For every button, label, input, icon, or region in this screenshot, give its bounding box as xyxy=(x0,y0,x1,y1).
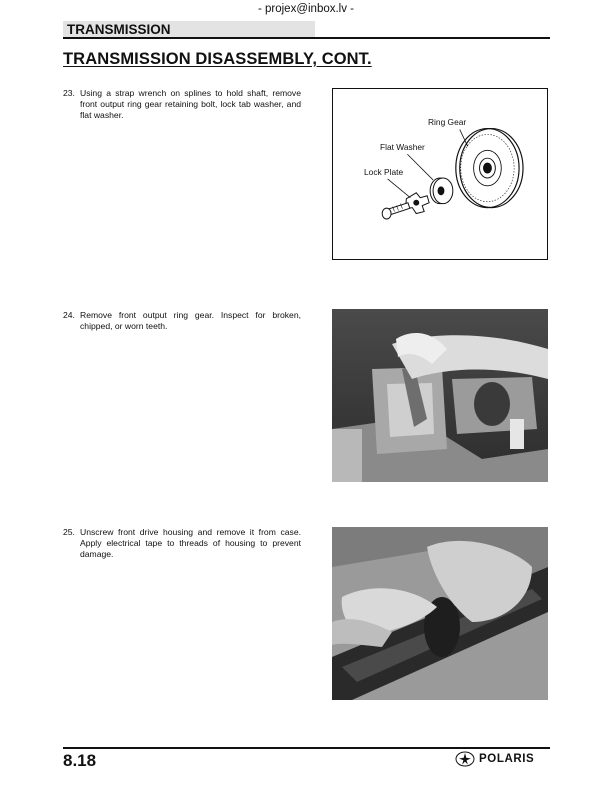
label-lock-plate: Lock Plate xyxy=(364,167,404,177)
photo-unscrew-drive-housing xyxy=(332,527,548,700)
brand-name: POLARIS xyxy=(479,753,535,765)
ring-gear-diagram xyxy=(332,88,548,260)
photo-remove-ring-gear-image xyxy=(332,309,548,482)
step-number: 23. xyxy=(63,88,75,98)
step-23 xyxy=(63,88,301,120)
step-text: Unscrew front drive housing and remove it from case. Apply electrical tape to threads of housing to prevent damage. xyxy=(80,527,301,559)
page-title: TRANSMISSION DISASSEMBLY, CONT. xyxy=(63,50,372,68)
flat-washer-drawing xyxy=(430,178,453,204)
page-number: 8.18 xyxy=(63,751,97,770)
photo-unscrew-drive-housing-image xyxy=(332,527,548,700)
footer-brand xyxy=(455,751,550,767)
step-text: Remove front output ring gear. Inspect for broken, chipped, or worn teeth. xyxy=(80,310,301,331)
step-number: 24. xyxy=(63,310,75,320)
label-flat-washer: Flat Washer xyxy=(380,142,425,152)
section-tab: TRANSMISSION xyxy=(63,21,315,38)
step-24 xyxy=(63,310,301,332)
step-text: Using a strap wrench on splines to hold shaft, remove front output ring gear retaining bolt, lock tab washer, and flat washer. xyxy=(80,88,301,120)
bolt-drawing xyxy=(382,203,410,219)
header-rule xyxy=(63,37,550,39)
polaris-star-logo-icon xyxy=(455,751,475,767)
photo-remove-ring-gear xyxy=(332,309,548,482)
header-email: - projex@inbox.lv - xyxy=(257,3,355,15)
ring-gear-drawing xyxy=(456,129,523,208)
step-25 xyxy=(63,527,301,559)
step-number: 25. xyxy=(63,527,75,537)
footer-rule xyxy=(63,747,550,749)
lock-plate-drawing xyxy=(405,193,429,214)
label-ring-gear: Ring Gear xyxy=(428,117,467,127)
